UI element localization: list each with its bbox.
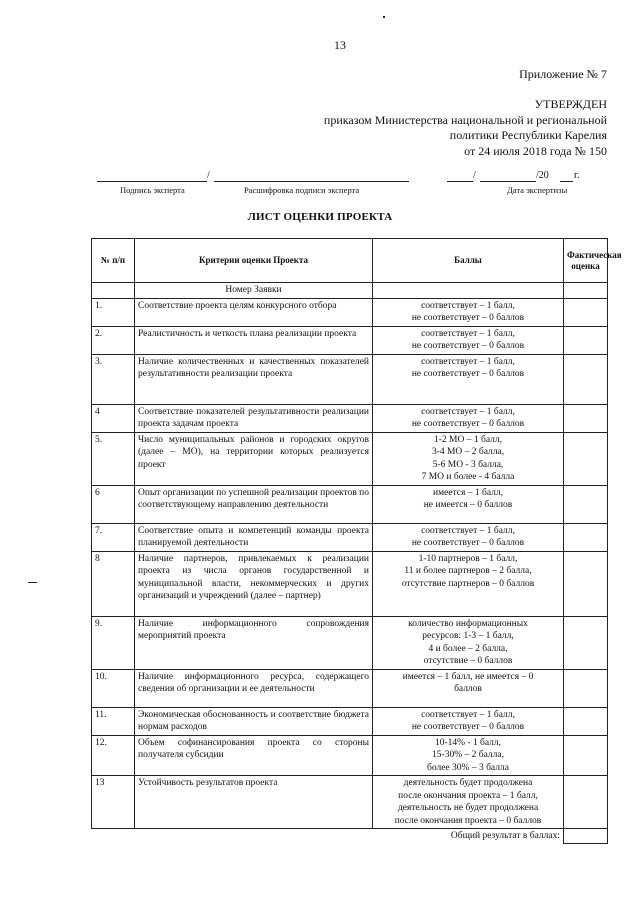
row-points xyxy=(373,298,564,326)
signature-slash: / xyxy=(207,170,210,181)
points-line: 1-10 партнеров – 1 балл, xyxy=(418,553,518,564)
appendix-label: Приложение № 7 xyxy=(519,67,607,81)
document-title: ЛИСТ ОЦЕНКИ ПРОЕКТА xyxy=(247,211,393,223)
row-number: 6 xyxy=(92,485,135,523)
total-row xyxy=(92,829,608,844)
row-actual-score xyxy=(564,523,608,551)
row-points xyxy=(373,776,564,829)
points-line: баллов xyxy=(454,684,482,694)
approval-title: УТВЕРЖДЕН xyxy=(534,97,607,111)
row-criterion: Наличие информационного ресурса, содержащего сведения об организации и ее деятельности xyxy=(135,669,373,707)
table-row xyxy=(92,776,608,829)
application-points-empty xyxy=(373,283,564,299)
row-actual-score xyxy=(564,735,608,776)
row-points xyxy=(373,485,564,523)
table-row xyxy=(92,616,608,669)
row-actual-score xyxy=(564,616,608,669)
table-row xyxy=(92,551,608,616)
points-line: соответствует – 1 балл, xyxy=(421,709,515,720)
date-label: Дата экспертизы xyxy=(507,185,568,195)
row-points xyxy=(373,523,564,551)
points-line: не имеется – 0 баллов xyxy=(423,500,513,510)
row-actual-score xyxy=(564,404,608,432)
row-actual-score xyxy=(564,326,608,354)
decode-label: Расшифровка подписи эксперта xyxy=(244,185,360,195)
points-line: отсутствие – 0 баллов xyxy=(423,656,513,666)
row-points xyxy=(373,551,564,616)
points-line: не соответствует – 0 баллов xyxy=(411,419,525,429)
points-line: 11 и более партнеров – 2 балла, xyxy=(404,566,532,576)
date-month-line xyxy=(480,181,536,182)
row-criterion: Соответствие показателей результативности реализации проекта задачам проекта xyxy=(135,404,373,432)
table-row xyxy=(92,432,608,485)
row-criterion: Соответствие проекта целям конкурсного отбора xyxy=(135,298,373,326)
points-line: не соответствует – 0 баллов xyxy=(411,313,525,323)
total-label: Общий результат в баллах: xyxy=(92,829,564,844)
page-number: 13 xyxy=(334,38,346,52)
row-criterion: Наличие партнеров, привлекаемых к реализации проекта из числа органов государственной и муниципальной власти, некоммерческих и других организаций и учреждений (далее – партнер) xyxy=(135,551,373,616)
table-row xyxy=(92,485,608,523)
points-line: 4 и более – 2 балла, xyxy=(428,643,508,654)
row-actual-score xyxy=(564,776,608,829)
header-points: Баллы xyxy=(373,239,564,283)
row-number: 7. xyxy=(92,523,135,551)
total-value xyxy=(564,829,608,844)
header-criteria: Критерии оценки Проекта xyxy=(135,239,373,283)
row-points xyxy=(373,616,564,669)
points-line: не соответствует – 0 баллов xyxy=(411,369,525,379)
row-number: 8 xyxy=(92,551,135,616)
row-number: 9. xyxy=(92,616,135,669)
points-line: соответствует – 1 балл, xyxy=(421,525,515,536)
date-year-prefix: /20 xyxy=(536,170,549,181)
row-number: 3. xyxy=(92,354,135,404)
row-points xyxy=(373,707,564,735)
row-points xyxy=(373,669,564,707)
scan-dot xyxy=(383,16,385,18)
approval-line3: от 24 июля 2018 года № 150 xyxy=(464,143,607,158)
row-actual-score xyxy=(564,298,608,326)
points-line: 5-6 МО - 3 балла, xyxy=(432,459,504,470)
row-number: 10. xyxy=(92,669,135,707)
row-criterion: Экономическая обоснованность и соответствие бюджета нормам расходов xyxy=(135,707,373,735)
points-line: более 30% – 3 балла xyxy=(427,762,509,773)
signature-line xyxy=(97,181,207,182)
approval-line1: приказом Министерства национальной и региональной xyxy=(323,112,607,127)
table-row xyxy=(92,735,608,776)
application-number-label: Номер Заявки xyxy=(135,283,373,299)
row-actual-score xyxy=(564,485,608,523)
row-criterion: Объем софинансирования проекта со стороны получателя субсидии xyxy=(135,735,373,776)
points-line: после окончания проекта – 0 баллов xyxy=(394,815,542,826)
row-points xyxy=(373,354,564,404)
points-line: имеется – 1 балл, не имеется – 0 xyxy=(402,671,534,682)
row-number: 5. xyxy=(92,432,135,485)
row-number: 2. xyxy=(92,326,135,354)
points-line: 10-14% - 1 балл, xyxy=(434,737,502,748)
points-line: соответствует – 1 балл, xyxy=(421,328,515,339)
row-actual-score xyxy=(564,707,608,735)
table-row xyxy=(92,326,608,354)
points-line: после окончания проекта – 1 балл, xyxy=(398,790,538,801)
table-row xyxy=(92,669,608,707)
points-line: не соответствует – 0 баллов xyxy=(411,341,525,351)
row-criterion: Устойчивость результатов проекта xyxy=(135,776,373,829)
date-year-suffix: г. xyxy=(574,170,580,181)
header-number: № п/п xyxy=(92,239,135,283)
row-criterion: Наличие информационного сопровождения мероприятий проекта xyxy=(135,616,373,669)
row-actual-score xyxy=(564,354,608,404)
row-number: 1. xyxy=(92,298,135,326)
points-line: соответствует – 1 балл, xyxy=(421,406,515,417)
row-criterion: Наличие количественных и качественных показателей результативности реализации проекта xyxy=(135,354,373,404)
application-cell-empty xyxy=(92,283,135,299)
signature-label: Подпись эксперта xyxy=(120,185,185,195)
decode-line xyxy=(214,181,409,182)
points-line: не соответствует – 0 баллов xyxy=(411,538,525,548)
row-points xyxy=(373,735,564,776)
date-year-line xyxy=(560,181,573,182)
row-number: 4 xyxy=(92,404,135,432)
row-criterion: Опыт организации по успешной реализации проектов по соответствующему направлению деятельности xyxy=(135,485,373,523)
table-row xyxy=(92,298,608,326)
points-line: соответствует – 1 балл, xyxy=(421,300,515,311)
row-criterion: Соответствие опыта и компетенций команды проекта планируемой деятельности xyxy=(135,523,373,551)
points-line: 3-4 МО – 2 балла, xyxy=(431,447,505,457)
points-line: деятельность не будет продолжена xyxy=(397,803,539,813)
points-line: соответствует – 1 балл, xyxy=(421,356,515,367)
points-line: не соответствует – 0 баллов xyxy=(411,722,525,732)
points-line: 15-30% – 2 балла, xyxy=(432,750,504,760)
date-slash: / xyxy=(473,170,476,181)
approval-block xyxy=(260,97,607,159)
points-line: 7 МО и более - 4 балла xyxy=(421,472,515,482)
table-row xyxy=(92,523,608,551)
table-row xyxy=(92,354,608,404)
row-number: 13 xyxy=(92,776,135,829)
evaluation-table xyxy=(91,238,622,844)
row-actual-score xyxy=(564,551,608,616)
row-number: 11. xyxy=(92,707,135,735)
row-actual-score xyxy=(564,432,608,485)
points-line: 1-2 МО – 1 балл, xyxy=(434,434,502,445)
row-actual-score xyxy=(564,669,608,707)
points-line: отсутствие партнеров – 0 баллов xyxy=(401,578,535,589)
points-line: имеется – 1 балл, xyxy=(433,487,503,498)
row-criterion: Реалистичность и четкость плана реализации проекта xyxy=(135,326,373,354)
margin-mark xyxy=(28,582,37,583)
row-points xyxy=(373,432,564,485)
row-points xyxy=(373,404,564,432)
points-line: ресурсов: 1-3 – 1 балл, xyxy=(422,631,514,641)
row-points xyxy=(373,326,564,354)
application-actual-empty xyxy=(564,283,608,299)
row-number: 12. xyxy=(92,735,135,776)
header-actual: Фактическая оценка xyxy=(564,239,608,283)
approval-line2: политики Республики Карелия xyxy=(449,128,607,142)
table-row xyxy=(92,404,608,432)
date-day-line xyxy=(447,181,473,182)
points-line: количество информационных xyxy=(408,618,528,629)
points-line: деятельность будет продолжена xyxy=(403,778,533,788)
row-criterion: Число муниципальных районов и городских округов (далее – МО), на территории которых реализуется проект xyxy=(135,432,373,485)
table-row xyxy=(92,707,608,735)
